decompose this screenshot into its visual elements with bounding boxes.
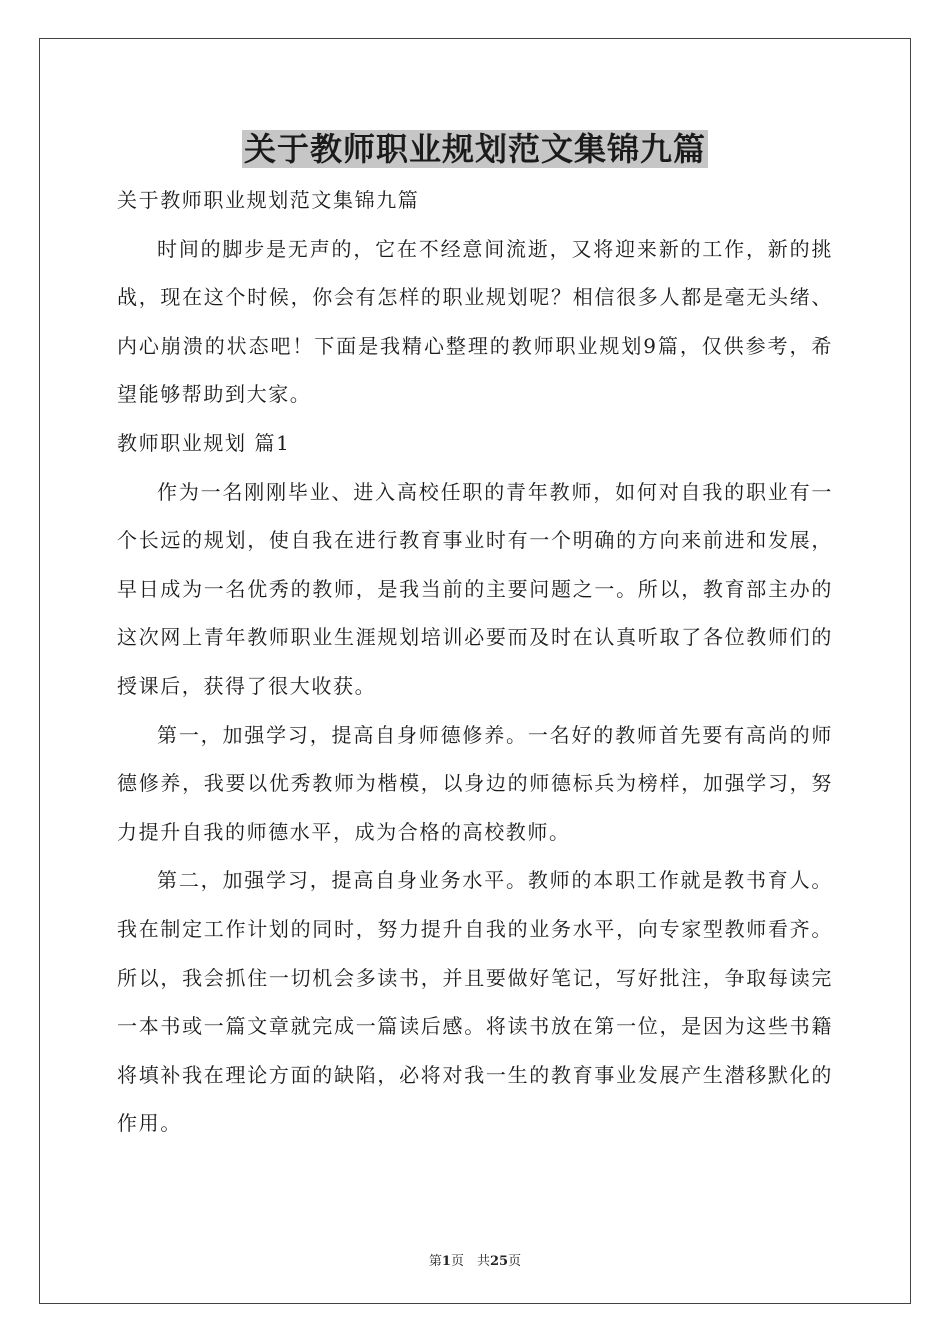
document-body [117,176,833,1148]
paragraph: 第一，加强学习，提高自身师德修养。一名好的教师首先要有高尚的师德修养，我要以优秀教师为楷模，以身边的师德标兵为榜样，加强学习，努力提升自我的师德水平，成为合格的高校教师。 [117,722,833,844]
paragraph: 第二，加强学习，提高自身业务水平。教师的本职工作就是教书育人。我在制定工作计划的同时，努力提升自我的业务水平，向专家型教师看齐。所以，我会抓住一切机会多读书，并且要做好笔记，写好批注，争取每读完一本书或一篇文章就完成一篇读后感。将读书放在第一位，是因为这些书籍将填补我在理论方面的缺陷，必将对我一生的教育事业发展产生潜移默化的作用。 [117,868,833,1136]
document-title-text: 关于教师职业规划范文集锦九篇 [243,130,706,168]
footer-prefix: 第 [428,1254,442,1269]
page-footer [0,1250,950,1269]
paragraph: 作为一名刚刚毕业、进入高校任职的青年教师，如何对自我的职业有一个长远的规划，使自我在进行教育事业时有一个明确的方向来前进和发展，早日成为一名优秀的教师，是我当前的主要问题之一。所以，教育部主办的这次网上青年教师职业生涯规划培训必要而及时在认真听取了各位教师们的授课后，获得了很大收获。 [117,479,833,698]
paragraph-intro: 时间的脚步是无声的，它在不经意间流逝，又将迎来新的工作，新的挑战，现在这个时候，你会有怎样的职业规划呢？相信很多人都是毫无头绪、内心崩溃的状态吧！下面是我精心整理的教师职业规划9篇，仅供参考，希望能够帮助到大家。 [117,236,833,407]
document-subtitle: 关于教师职业规划范文集锦九篇 [117,188,420,212]
current-page-number: 1 [441,1254,451,1269]
section-heading: 教师职业规划 篇1 [117,430,291,455]
footer-mid: 页 共 [450,1254,490,1269]
footer-suffix: 页 [508,1254,522,1269]
total-page-count: 25 [489,1254,509,1269]
document-title [0,126,950,172]
